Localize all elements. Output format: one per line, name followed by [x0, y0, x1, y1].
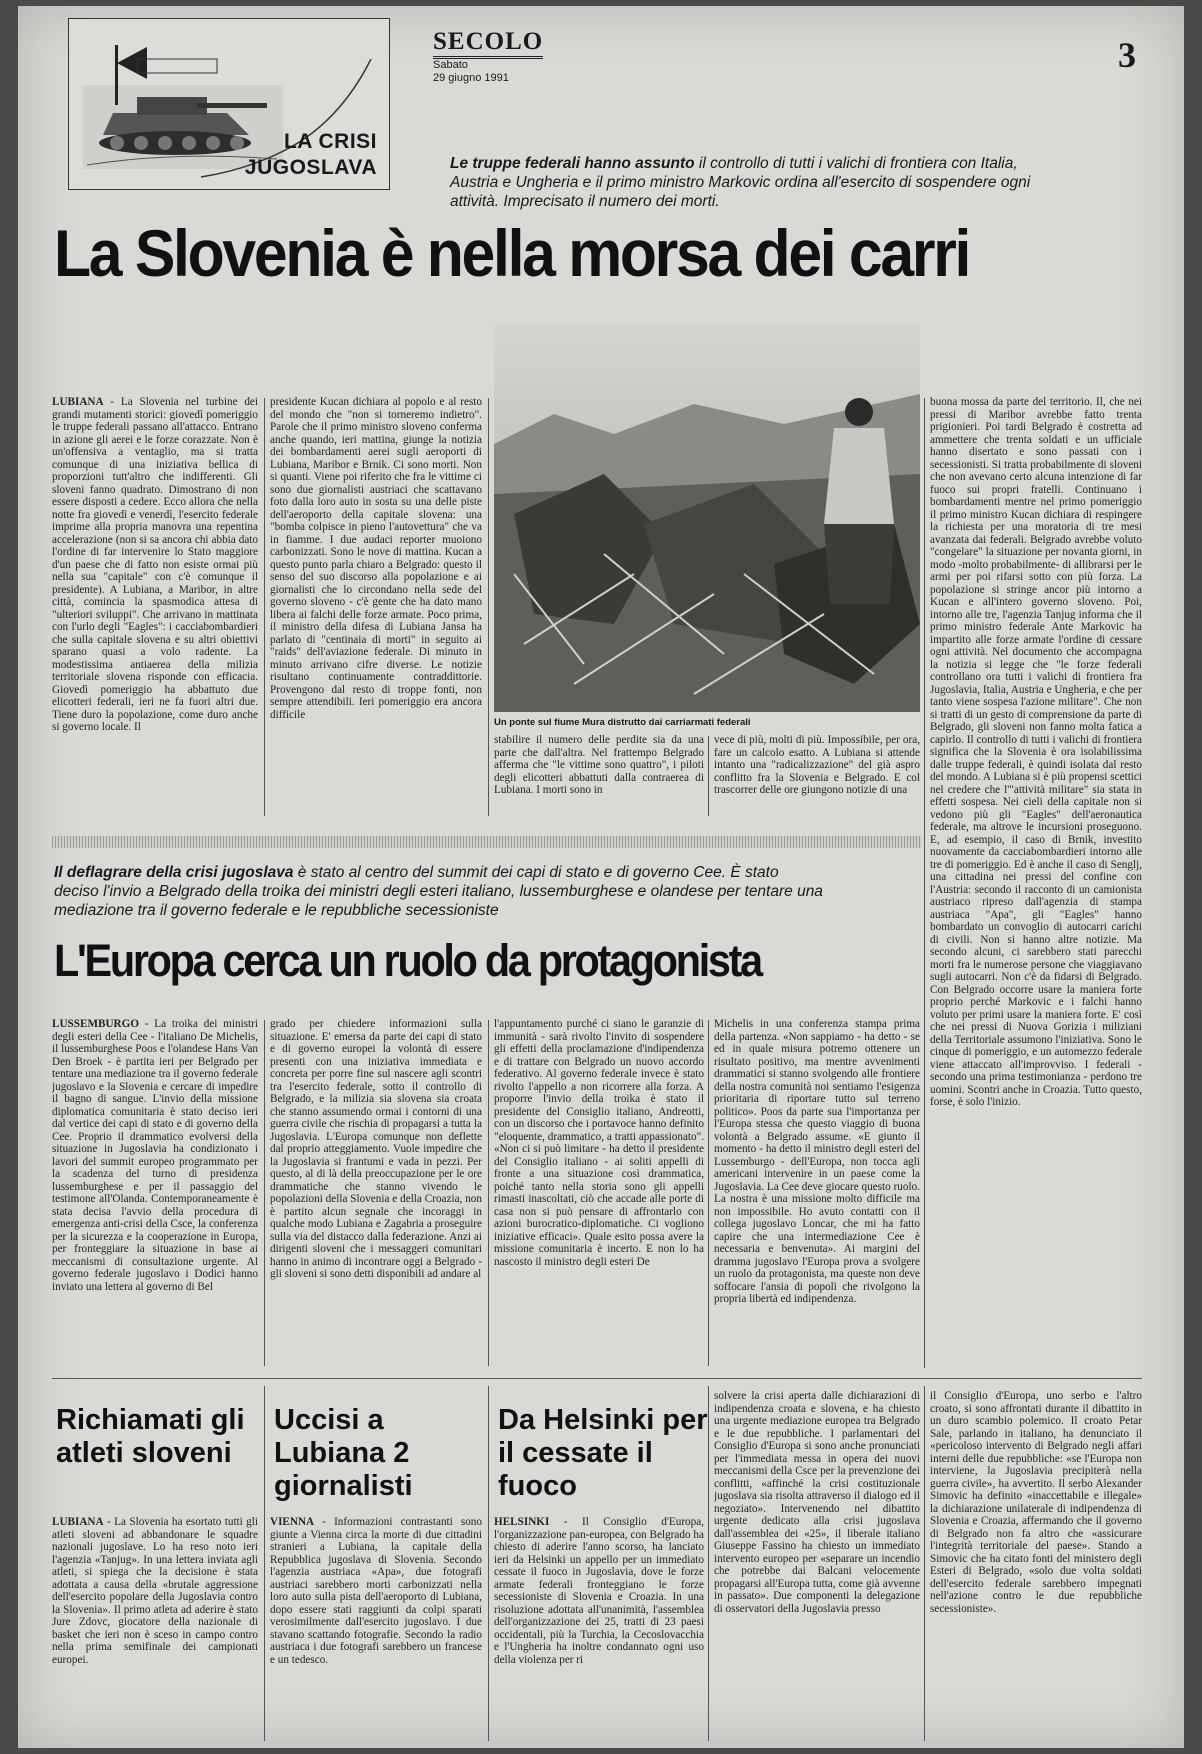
column-rule — [264, 1020, 265, 1366]
box2-text: - Informazioni contrastanti sono giunte a Vienna circa la morte di due cittadini stranieri a Lubiana, la capitale della Repubblica jugoslava di Slovenia. Secondo l'agenzia austriaca «Apa», due fotografi austriaci sarebbero morti carbonizzati nella loro auto sulla pista dell'aeroporto di Lubiana, dopo essere stati raggiunti da colpi sparati verosimilmente dall'esercito jugoslavo. I due stavano scattando fotografie. Secondo la radio austriaca i due fotografi sarebbero un francese e un tedesco. — [270, 1516, 482, 1666]
story2-deck — [54, 863, 824, 920]
story1-deck-bold: Le truppe federali hanno assunto — [450, 155, 695, 172]
story2-headline: L'Europa cerca un ruolo da protagonista — [54, 935, 761, 986]
bridge-photo — [494, 324, 920, 712]
issue-date: 29 giugno 1991 — [433, 72, 509, 84]
story1-column-1 — [52, 396, 258, 816]
story2-deck-bold: Il deflagrare della crisi jugoslava — [54, 864, 294, 881]
section-kicker — [245, 129, 377, 181]
column-rule — [488, 1020, 489, 1366]
story1-headline: La Slovenia è nella morsa dei carri — [54, 216, 970, 290]
kicker-line-1: LA CRISI — [283, 130, 377, 153]
column-rule — [708, 1020, 709, 1366]
column-rule — [924, 1386, 925, 1741]
box2-dateline: VIENNA — [270, 1516, 315, 1528]
section-divider — [52, 836, 922, 848]
box1-dateline: LUBIANA — [52, 1516, 104, 1528]
photo-caption: Un ponte sul fiume Mura distrutto dai carriarmati federali — [494, 717, 751, 728]
newspaper-page — [18, 6, 1184, 1748]
page-number: 3 — [1118, 35, 1136, 75]
story2-column-3: l'appuntamento purché ci siano le garanzie di immunità - sarà rivolto l'invito di sospendere gli effetti della proclamazione d'indipendenza e di trattare con Belgrado un nuovo accordo federativo. Al governo federale invece è stato rivolto l'appello a non ricorrere alla forza. A proporre l'invio della troika è stato il presidente del Consiglio italiano, Andreotti, con un discorso che i portavoce hanno definito "eloquente, drammatico, a tratti appassionato". «Non ci si può limitare - ha detto il presidente del Consiglio italiano - ai soliti appelli di fronte a una situazione così drammatica, poiché tanto nella storia sono gli appelli rimasti inascoltati, ciò che accade alle porte di casa non si può pensare di affrontarlo con azioni burocratico-diplomatiche. Ci vogliono iniziative efficaci». Quale esito possa avere la missione comunitaria è incerto. E non lo ha nascosto il ministro degli esteri De — [494, 1018, 704, 1268]
story1-dateline: LUBIANA — [52, 396, 104, 408]
box2-body — [270, 1516, 482, 1741]
issue-day: Sabato — [433, 59, 468, 71]
column-rule — [708, 736, 709, 816]
box3-text: - Il Consiglio d'Europa, l'organizzazione pan-europea, con Belgrado ha chiesto di aderire l'anno scorso, ha lanciato ieri da Helsinki un appello per un immediato cessate il fuoco in Jugoslavia, dove le forze armate federali fronteggiano le forze secessioniste di Slovenia e Croazia. In una risoluzione adottata all'unanimità, l'assemblea dell'organizzazione dei 25, tratti di 23 paesi occidentali, più la Turchia, la Cecoslovacchia e l'Ungheria ha inoltre condannato ogni uso della violenza per ri — [494, 1516, 704, 1666]
box1-title: Richiamati gli atleti sloveni — [56, 1404, 245, 1469]
column-rule — [488, 398, 489, 816]
box1-text: - La Slovenia ha esortato tutti gli atleti sloveni ad abbandonare le squadre nazionali jugoslave. Lo ha reso noto ieri l'agenzia «Tanjug». In una lettera inviata agli atleti, si spiega che la decisione è stata adottata a causa della «brutale aggressione dell'esercito popolare della Jugoslavia contro la Slovenia». Il primo atleta ad aderire è stato Jure Zdovc, giocatore della nazionale di basket che ieri non è sceso in campo contro nella prima semifinale dei campionati europei. — [52, 1516, 258, 1666]
masthead — [433, 28, 543, 85]
column-rule — [488, 1386, 489, 1741]
story1-deck-rest: il controllo di tutti i valichi di frontiera con Italia, Austria e Ungheria e il primo ministro Markovic ordina all'esercito di sospendere ogni attività. Imprecisato il numero dei morti. — [450, 155, 1031, 210]
story1-column-3: stabilire il numero delle perdite sia da una parte che dall'altra. Nel frattempo Belgrado afferma che "le vittime sono quattro", i piloti degli elicotteri abbattuti dalla contraerea di Lubiana. I morti sono in — [494, 734, 704, 796]
story2-col1-text: - La troika dei ministri degli esteri della Cee - l'italiano De Michelis, il lussemburghese Poos e l'olandese Hans Van Den Broek - è partita ieri per Belgrado per tentare una mediazione tra il governo federale jugoslavo e la Slovenia e cercare di impedire il bagno di sangue. L'invio della missione diplomatica comunitaria è stato deciso ieri dal vertice dei capi di stato e di governo della Cee. Proprio il drammatico evolversi della situazione in Jugoslavia ha condizionato i lavori del summit europeo programmato per la scadenza del turno di presidenza lussemburghese e per il passaggio del testimone all'Olanda. Contemporaneamente è stata decisa l'avvio della procedura di emergenza anti-crisi della Csce, la conferenza per la sicurezza e la cooperazione in Europa, per fronteggiare la situazione in base ai meccanismi di consultazione urgente. Al governo federale jugoslavo i Dodici hanno inviato una lettera al governo di Bel — [52, 1018, 258, 1293]
section-logo-box — [68, 18, 390, 190]
column-rule — [708, 1386, 709, 1741]
box3-dateline: HELSINKI — [494, 1516, 550, 1528]
kicker-line-2: JUGOSLAVA — [244, 156, 377, 179]
story1-col1-text: - La Slovenia nel turbine dei grandi mutamenti storici: giovedì pomeriggio le truppe federali passano all'attacco. Entrano in azione gli aerei e le forze corazzate. Non è un'offensiva a ventaglio, ma si tratta comunque di una iniziativa bellica di proporzioni tutt'altro che indifferenti. Gli sloveni fanno quadrato. Dimostrano di non essere disposti a cedere. Ecco allora che nella notte fra giovedì e venerdì, l'esercito federale imprime alla propria manovra una repentina accelerazione (non si sa ancora chi abbia dato l'ordine di far intervenire lo Stato maggiore d'un paese che di fatto non esiste ormai più nella sua "capitale" con c'è comunque il presidente). A Lubiana, a Maribor, in altre città, comincia la spasmodica attesa di "ulteriori sviluppi". Che arrivano in mattinata con l'urlo degli "Eagles": i cacciabombardieri che sulla capitale slovena e su altri obiettivi sparano quasi a volo radente. La modestissima antiaerea della milizia territoriale slovena risponde con efficacia. Giovedì pomeriggio ha abbattuto due elicotteri federali, ieri ne fa fuori altri due. Tiene duro la popolazione, come duro anche si governo locale. Il — [52, 396, 258, 733]
box3-column-3: il Consiglio d'Europa, uno serbo e l'altro croato, si sono affrontati durante il dibattito in un duro scambio polemico. Il croato Petar Sale, parlando in italiano, ha denunciato il «pericoloso intervento di Belgrado negli affari interni delle due repubbliche: «se l'Europa non interviene, la Jugoslavia precipiterà nella guerra civile», ha avvertito. Il serbo Alexander Simovic ha definito «inaccettabile e illegale» la dichiarazione unilaterale di indipendenza di Slovenia e Croazia, affermando che il governo di Belgrado non fa altro che «assicurare l'integrità territoriale del paese». Stando a Simovic che ha citato fonti del ministero degli Esteri di Belgrado, «solo due volta soldati dell'esercito federale sarebbero impegnati nell'azione contro le due repubbliche secessioniste». — [930, 1390, 1142, 1615]
story1-column-2: presidente Kucan dichiara al popolo e al resto del mondo che "non si torneremo indietro". Parole che il primo ministro sloveno conferma anche quando, ieri mattina, giunge la notizia dei bombardamenti aerei sugli aeroporti di Lubiana, Maribor e Brnik. Ci sono morti. Non si quanti. Viene poi riferito che fra le vittime ci sono due giornalisti austriaci che scattavano foto dalla loro auto in sosta su una delle piste dell'aeroporto della capitale slovena: una "bomba colpisce in pieno l'autovettura" che va in fiamme. I due audaci reporter muoiono carbonizzati. Sono le nove di mattina. Kucan a questo punto parla chiaro a Belgrado: questo il senso del suo discorso alla popolazione e ai giornalisti che lo circondano nella sede del governo sloveno - c'è gente che ha dato mano libera ai falchi delle forze armate. Poco prima, il ministro della difesa di Lubiana Jansa ha parlato di "centinaia di morti" in seguito ai "raids" dell'aviazione federale. Di minuto in minuto arrivano cifre diverse. Le notizie risultano continuamente contraddittorie. Provengono dal resto di troppe fonti, non sempre attendibili. Ieri pomeriggio era ancora difficile — [270, 396, 482, 721]
story2-column-1 — [52, 1018, 258, 1366]
story1-column-4: vece di più, molti di più. Impossibile, per ora, fare un calcolo esatto. A Lubiana si attende intanto una "radicalizzazione" del già aspro conflitto fra la Slovenia e Belgrado. E col trascorrer delle ore giungono notizie di una — [714, 734, 920, 796]
story1-column-5: buona mossa da parte del territorio. Il, che nei pressi di Maribor avrebbe fatto trenta prigionieri. Poi tardi Belgrado è costretta ad ammettere che trenta soldati e un ufficiale hanno disertato e sono passati con i secessionisti. Si tratta probabilmente di sloveni che non avevano certo alcuna intenzione di far fuoco sui propri fratelli. Continuano i bombardamenti mentre nel primo pomeriggio il primo ministro Kucan dichiara di respingere la richiesta per una moratoria di tre mesi avanzata dai federali. Belgrado avrebbe voluto "congelare" la situazione per novanta giorni, in modo -molto probabilmente- di allibrarsi per le armi per poi rifarsi sotto con più forza. La popolazione si stringe ancor più intorno a Kucan e all'intero governo sloveno. Poi, intorno alle tre, l'agenzia Tanjug informa che il primo ministro federale Ante Markovic ha impartito alle forze armate l'ordine di cessare ogni attività. Nel documento che accompagna la notizia si legge che "le forze federali controllano ora tutti i valichi di frontiera fra Jugoslavia, Italia, Austria e Ungheria, e che per tanto viene sospesa l'azione militare". Che non si tratti di un gesto di comprensione da parte di Belgrado, gli sloveni non fanno molta fatica a capirlo. Il controllo di tutti i valichi di frontiera significa che la Slovenia è ora isolabilissima dalle truppe federali, è quindi isolata dal resto del mondo. A Lubiana si è più propensi scettici nel credere che l'"attività militare" sia stata in effetti sospesa. Nei cieli della capitale non si vedono più gli "Eagles" dell'aeronautica federale, ma altrove le incursioni proseguono. E, ad esempio, il caso di Brnik, investito nuovamente da cacciabombardieri intorno alle tre di pomeriggio. Ed è anche il caso di Senglj, una cittadina nei pressi del confine con l'Austria: secondo il racconto di un camionista austriaco ripreso dall'agenzia di stampa austriaca "Apa", gli "Eagles" hanno bombardato un convoglio di autocarri carichi di civili. Non si hanno altre notizie. Ma secondo alcuni, ci sarebbero stati parecchi morti fra le numerose persone che viaggiavano sugli autocarri. Non c'è da fidarsi di Belgrado. Con Belgrado occorre usare la maniera forte proprio perché Markovic e i falchi hanno voluto per primi usare la maniera forte. E' così che nei pressi di Nuova Gorizia i miliziani della Territoriale assumono l'iniziativa. Sono le cinque di pomeriggio, e un automezzo federale viene attaccato all'improvviso. I federali - secondo una prima testimonianza - perdono tre uomini. Scontri anche in Croazia. Tutto questo, forse, è solo l'inizio. — [930, 396, 1142, 1108]
box3-title: Da Helsinki per il cessate il fuoco — [498, 1404, 708, 1502]
story1-deck — [450, 154, 1040, 211]
story2-dateline: LUSSEMBURGO — [52, 1018, 140, 1030]
paper-name: SECOLO — [433, 28, 543, 59]
column-rule — [924, 398, 925, 1368]
box1-body — [52, 1516, 258, 1741]
column-rule — [264, 398, 265, 816]
story2-column-2: grado per chiedere informazioni sulla situazione. E' emersa da parte dei capi di stato e di governo europei la volontà di essere presenti con una iniziativa immediata e concreta per porre fine sul nascere agli scontri tra l'esercito federale, sotto il controllo di Belgrado, e la milizia sia slovena sia croata che stanno assumendo ormai i contorni di una guerra civile che rischia di propagarsi a tutta la Jugoslavia. L'Europa comunque non deflette dal proprio atteggiamento. Vuole impedire che la Jugoslavia si frantumi e vada in pezzi. Per questo, al di là della preoccupazione per le ore drammatiche che stanno vivendo le popolazioni della Slovenia e della Croazia, non è partito alcun segnale che incoraggi in qualche modo Lubiana e Zagabria a proseguire sulla via del distacco dalla federazione. Anzi ai dirigenti sloveni che i messaggeri comunitari hanno in animo di incontrare oggi a Belgrado - gli sloveni si sono detti disponibili ad andare al — [270, 1018, 482, 1280]
column-rule — [264, 1386, 265, 1741]
story2-deck-rest: è stato al centro del summit dei capi di stato e di governo Cee. È stato deciso l'invio a Belgrado della troika dei ministri degli esteri italiano, lussemburghese e olandese per tentare una mediazione tra il governo federale e le repubbliche secessioniste — [54, 864, 823, 919]
box3-body — [494, 1516, 704, 1741]
bottom-rule — [52, 1378, 1142, 1379]
story2-column-4: Michelis in una conferenza stampa prima della partenza. «Non sappiamo - ha detto - se ed in quale misura potremo ottenere un risultato positivo, ma mentre avvenimenti drammatici si stanno svolgendo alle frontiere della nostra comunità noi sentiamo l'esigenza prioritaria di riportare tutto sul terreno politico». Poos da parte sua l'importanza per l'Europa stessa che questo viaggio di buona volontà a Belgrado assume. «E giunto il momento - ha detto il ministro degli esteri del Lussemburgo - dell'Europa, non tocca agli americani intervenire in un paese come la Jugoslavia. La Cee deve giocare questo ruolo. La nostra è una missione molto difficile ma non impossibile. Ho avuto contatti con il collega jugoslavo Loncar, che mi ha fatto capire che una intermediazione Cee è necessaria e benvenuta». Ai margini del dramma jugoslavo l'Europa prova a svolgere un ruolo da protagonista, ma queste non deve soffocare l'ansia di popoli che rivolgono la propria libertà ed indipendenza. — [714, 1018, 920, 1305]
box3-column-2: solvere la crisi aperta dalle dichiarazioni di indipendenza croata e slovena, e ha chiesto una urgente mediazione europea tra Belgrado e le due repubbliche. I parlamentari del Consiglio d'Europa si sono anche pronunciati per l'immediata messa in opera dei nuovi meccanismi della Csce per la prevenzione dei conflitti, «affinché la crisi costituzionale jugoslava sia risolta attraverso il dialogo ed il negoziato». Intervenendo nel dibattito urgente dedicato alla crisi jugoslava dall'assemblea dei «25», il liberale italiano Giuseppe Fassino ha chiesto un immediato intervento europeo per «separare un incendio che potrebbe dai Balcani velocemente propagarsi all'Europa tutta, come già avvenne in passato». Due componenti la delegazione di osservatori della Jugoslavia presso — [714, 1390, 920, 1615]
box2-title: Uccisi a Lubiana 2 giornalisti — [274, 1404, 413, 1502]
